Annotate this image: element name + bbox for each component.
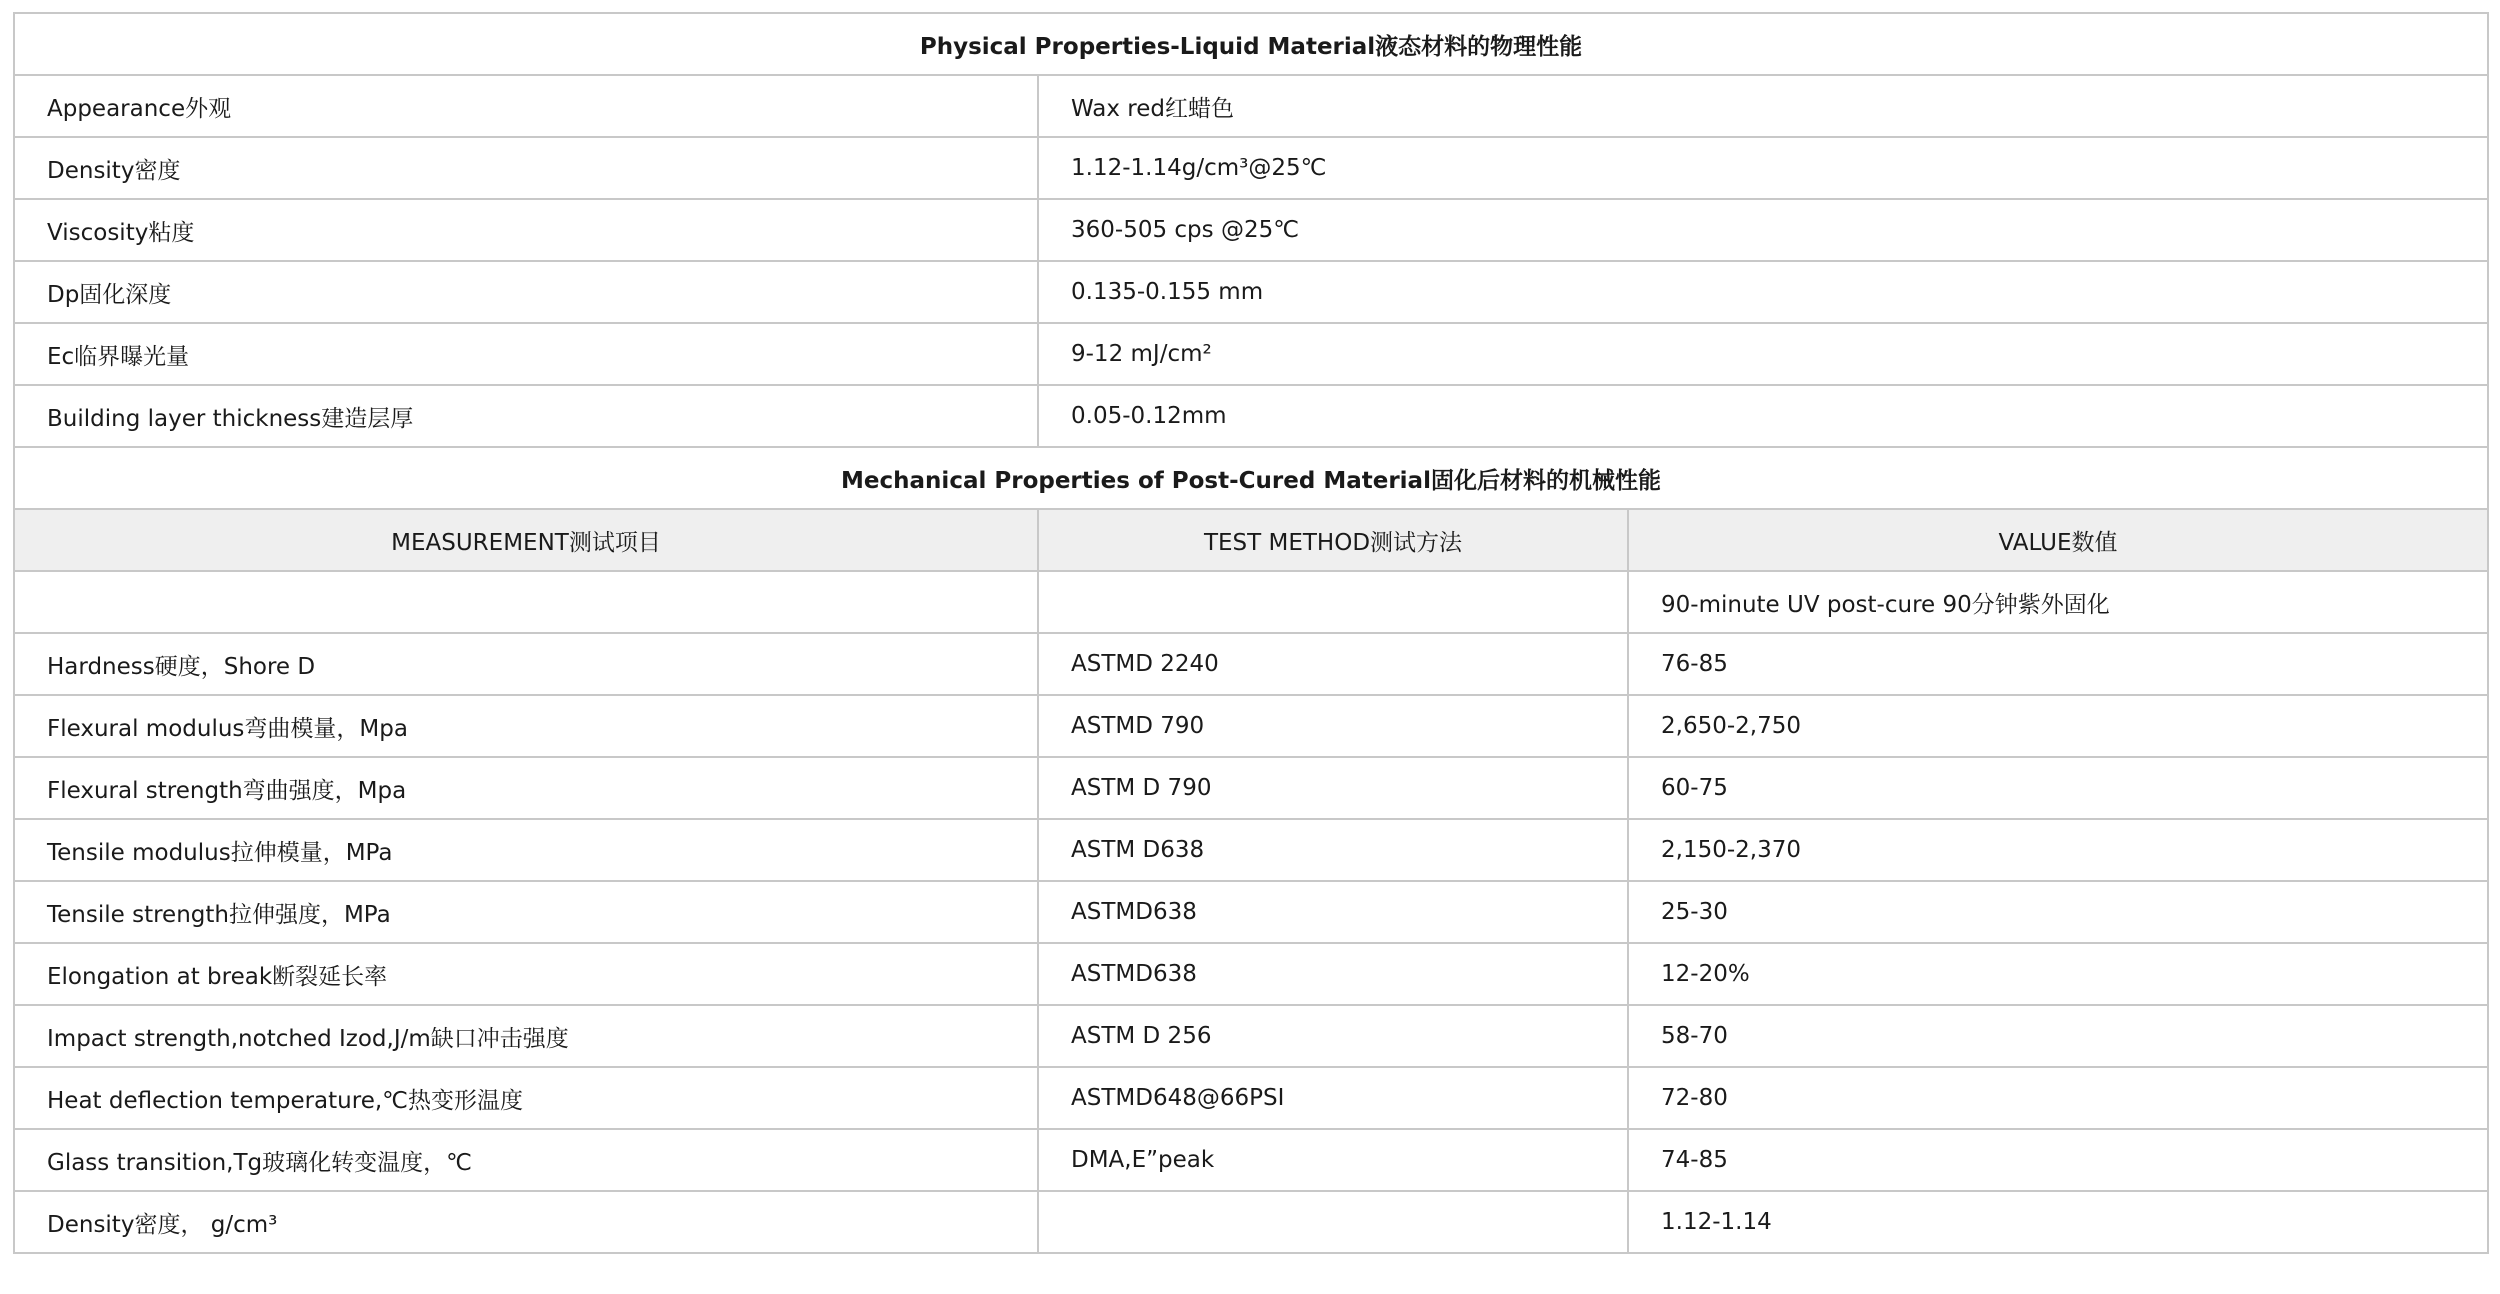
- measurement-cell: [14, 571, 1038, 633]
- physical-label: Density密度: [14, 137, 1038, 199]
- method-cell: [1038, 1191, 1628, 1253]
- mechanical-row: [14, 819, 2488, 881]
- properties-document: [13, 12, 2489, 1254]
- mechanical-row: [14, 633, 2488, 695]
- method-cell: [1038, 571, 1628, 633]
- properties-table: [13, 12, 2489, 1254]
- value-header: VALUE数值: [1628, 509, 2488, 571]
- physical-value: 0.05-0.12mm: [1038, 385, 2488, 447]
- value-cell: 90-minute UV post-cure 90分钟紫外固化: [1628, 571, 2488, 633]
- mechanical-row: [14, 1191, 2488, 1253]
- mechanical-row: [14, 1005, 2488, 1067]
- measurement-cell: Flexural strength弯曲强度，Mpa: [14, 757, 1038, 819]
- method-cell: ASTM D 256: [1038, 1005, 1628, 1067]
- measurement-cell: Tensile modulus拉伸模量，MPa: [14, 819, 1038, 881]
- value-cell: 60-75: [1628, 757, 2488, 819]
- measurement-cell: Density密度， g/cm³: [14, 1191, 1038, 1253]
- method-cell: ASTMD 2240: [1038, 633, 1628, 695]
- value-cell: 72-80: [1628, 1067, 2488, 1129]
- mechanical-row: [14, 1067, 2488, 1129]
- value-cell: 1.12-1.14: [1628, 1191, 2488, 1253]
- value-cell: 2,650-2,750: [1628, 695, 2488, 757]
- physical-row: [14, 75, 2488, 137]
- mechanical-row: [14, 571, 2488, 633]
- physical-value: 1.12-1.14g/cm³@25℃: [1038, 137, 2488, 199]
- physical-label: Building layer thickness建造层厚: [14, 385, 1038, 447]
- measurement-cell: Glass transition,Tg玻璃化转变温度，℃: [14, 1129, 1038, 1191]
- physical-label: Viscosity粘度: [14, 199, 1038, 261]
- physical-label: Appearance外观: [14, 75, 1038, 137]
- physical-value: 0.135-0.155 mm: [1038, 261, 2488, 323]
- measurement-cell: Flexural modulus弯曲模量，Mpa: [14, 695, 1038, 757]
- method-cell: ASTM D638: [1038, 819, 1628, 881]
- method-cell: ASTMD638: [1038, 943, 1628, 1005]
- mechanical-header-row: [14, 509, 2488, 571]
- mechanical-row: [14, 1129, 2488, 1191]
- measurement-header: MEASUREMENT测试项目: [14, 509, 1038, 571]
- measurement-cell: Elongation at break断裂延长率: [14, 943, 1038, 1005]
- mechanical-row: [14, 881, 2488, 943]
- physical-row: [14, 323, 2488, 385]
- measurement-cell: Heat deflection temperature,℃热变形温度: [14, 1067, 1038, 1129]
- test-method-header: TEST METHOD测试方法: [1038, 509, 1628, 571]
- physical-value: Wax red红蜡色: [1038, 75, 2488, 137]
- mechanical-row: [14, 943, 2488, 1005]
- value-cell: 76-85: [1628, 633, 2488, 695]
- method-cell: ASTMD 790: [1038, 695, 1628, 757]
- mechanical-row: [14, 757, 2488, 819]
- physical-row: [14, 137, 2488, 199]
- physical-label: Ec临界曝光量: [14, 323, 1038, 385]
- value-cell: 58-70: [1628, 1005, 2488, 1067]
- value-cell: 2,150-2,370: [1628, 819, 2488, 881]
- physical-row: [14, 385, 2488, 447]
- physical-value: 360-505 cps @25℃: [1038, 199, 2488, 261]
- mechanical-title-row: [14, 447, 2488, 509]
- physical-value: 9-12 mJ/cm²: [1038, 323, 2488, 385]
- value-cell: 25-30: [1628, 881, 2488, 943]
- value-cell: 74-85: [1628, 1129, 2488, 1191]
- physical-row: [14, 199, 2488, 261]
- measurement-cell: Hardness硬度，Shore D: [14, 633, 1038, 695]
- method-cell: ASTMD638: [1038, 881, 1628, 943]
- method-cell: DMA,E”peak: [1038, 1129, 1628, 1191]
- measurement-cell: Tensile strength拉伸强度，MPa: [14, 881, 1038, 943]
- mechanical-properties-title: Mechanical Properties of Post-Cured Material固化后材料的机械性能: [14, 447, 2488, 509]
- physical-row: [14, 261, 2488, 323]
- physical-title-row: [14, 13, 2488, 75]
- measurement-cell: Impact strength,notched Izod,J/m缺口冲击强度: [14, 1005, 1038, 1067]
- physical-properties-title: Physical Properties-Liquid Material液态材料的物理性能: [14, 13, 2488, 75]
- method-cell: ASTMD648@66PSI: [1038, 1067, 1628, 1129]
- physical-label: Dp固化深度: [14, 261, 1038, 323]
- value-cell: 12-20%: [1628, 943, 2488, 1005]
- method-cell: ASTM D 790: [1038, 757, 1628, 819]
- mechanical-row: [14, 695, 2488, 757]
